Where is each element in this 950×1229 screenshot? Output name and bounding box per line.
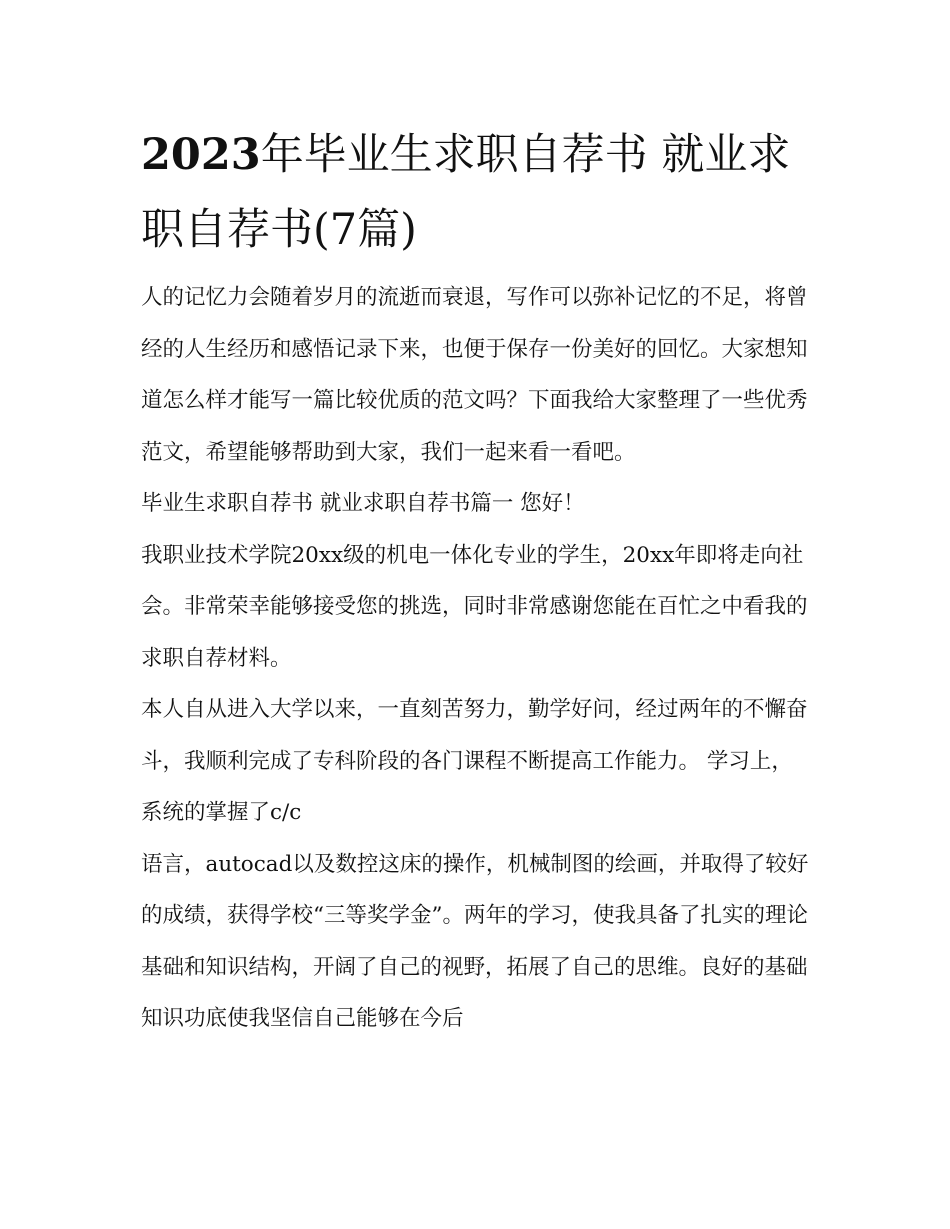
document-content: [141, 118, 813, 1045]
paragraph-skills: 语言，autocad以及数控这床的操作，机械制图的绘画，并取得了较好的成绩，获得学校“三等奖学金”。两年的学习，使我具备了扎实的理论基础和知识结构，开阔了自己的视野，拓展了自己的思维。良好的基础知识功底使我坚信自己能够在今后: [141, 851, 809, 1031]
document-body: [141, 272, 813, 1045]
document-title: 2023年毕业生求职自荐书 就业求职自荐书(7篇): [141, 130, 791, 255]
paragraph-intro: 人的记忆力会随着岁月的流逝而衰退，写作可以弥补记忆的不足，将曾经的人生经历和感悟记录下来，也便于保存一份美好的回忆。大家想知道怎么样才能写一篇比较优质的范文吗？下面我给大家整理了一些优秀范文，希望能够帮助到大家，我们一起来看一看吧。: [141, 285, 808, 465]
paragraph-letter-heading: 毕业生求职自荐书 就业求职自荐书篇一 您好！: [141, 491, 585, 516]
paragraph-self-introduction: 我职业技术学院20xx级的机电一体化专业的学生，20xx年即将走向社会。非常荣幸能够接受您的挑选，同时非常感谢您能在百忙之中看我的求职自荐材料。: [141, 542, 808, 671]
paragraph-study-experience: 本人自从进入大学以来，一直刻苦努力，勤学好问，经过两年的不懈奋斗，我顺利完成了专科阶段的各门课程不断提高工作能力。 学习上，系统的掌握了c/c: [141, 697, 808, 825]
title-year: 2023: [141, 130, 261, 180]
